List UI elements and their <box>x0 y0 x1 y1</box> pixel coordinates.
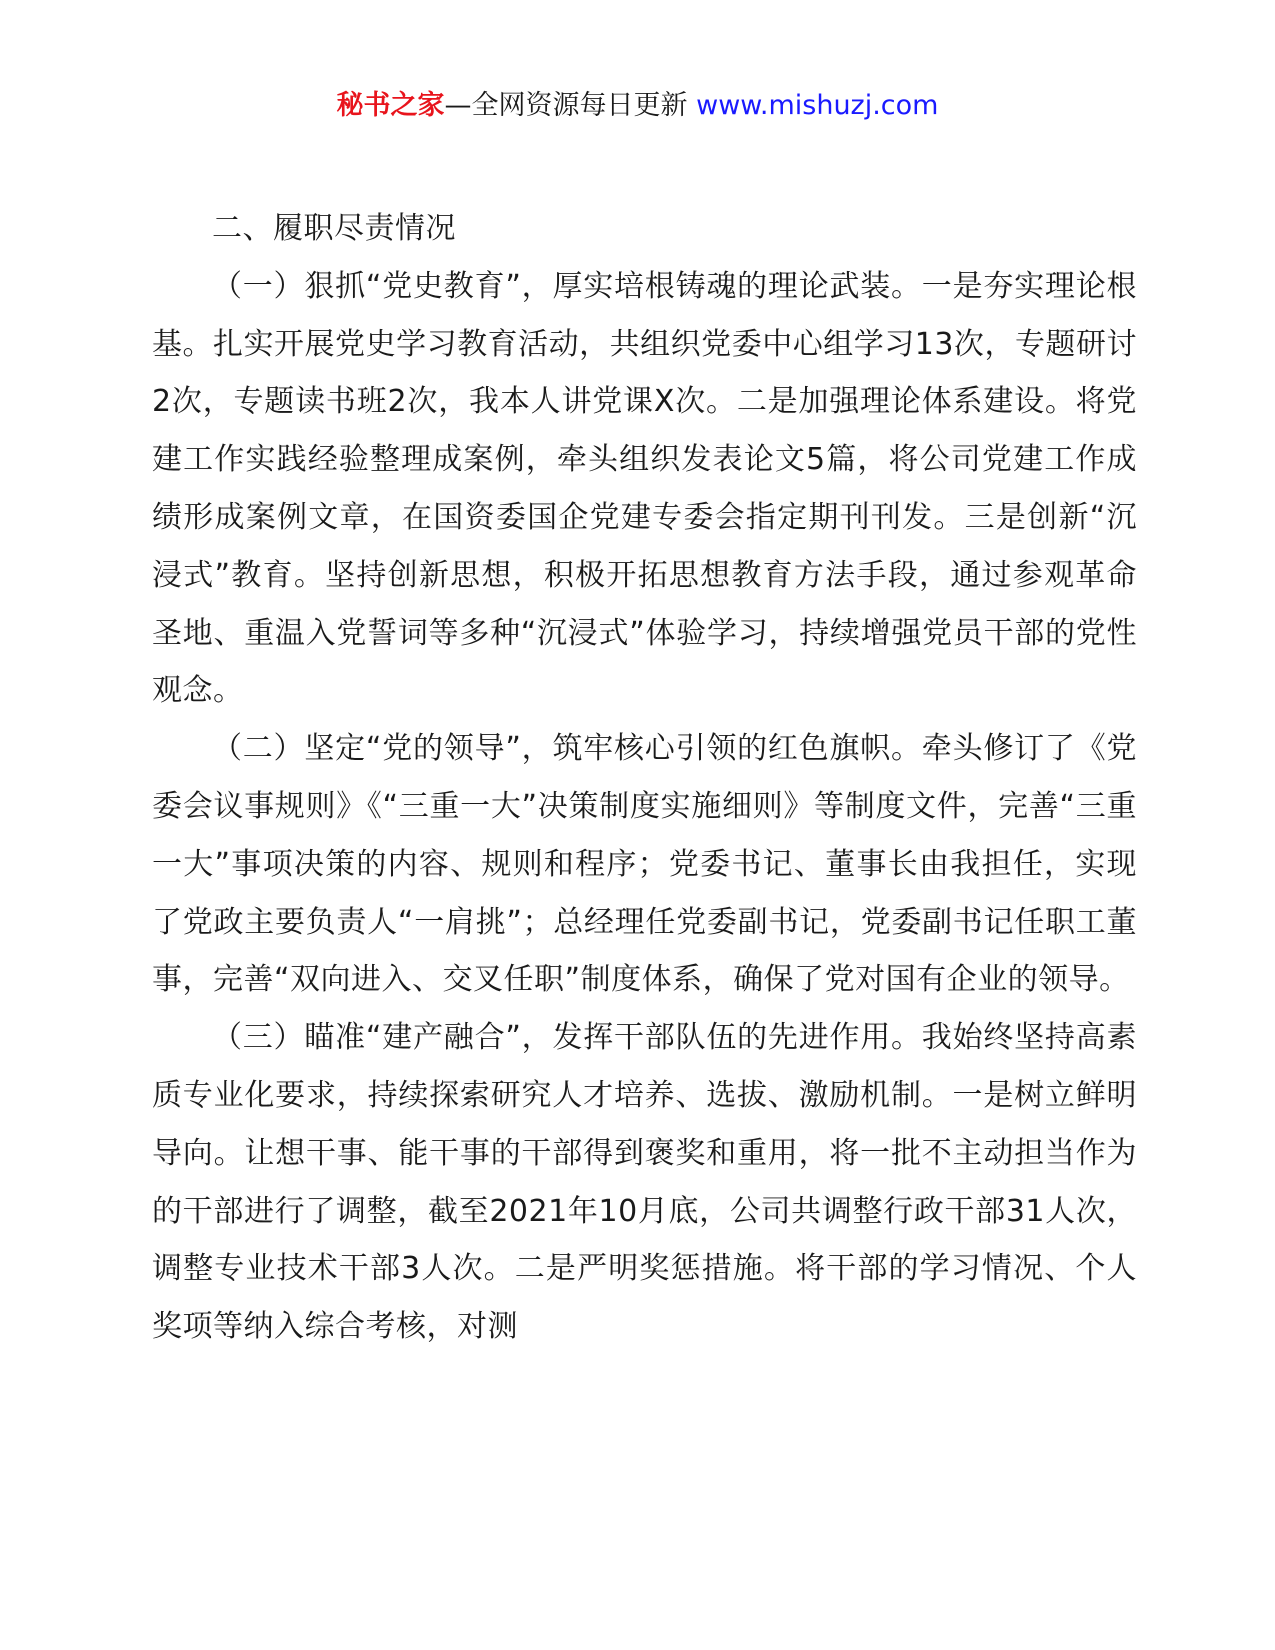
section-heading: 二、履职尽责情况 <box>212 211 456 246</box>
paragraph-party-leadership: （二）坚定“党的领导”，筑牢核心引领的红色旗帜。牵头修订了《党委会议事规则》《“三重一大”决策制度实施细则》等制度文件，完善“三重一大”事项决策的内容、规则和程序；党委书记、董事长由我担任，实现了党政主要负责人“一肩挑”；总经理任党委副书记，党委副书记任职工董事，完善“双向进入、交叉任职”制度体系，确保了党对国有企业的领导。 <box>152 731 1137 998</box>
site-header <box>0 86 1275 126</box>
site-brand: 秘书之家 <box>336 90 445 121</box>
paragraph-party-history-education: （一）狠抓“党史教育”，厚实培根铸魂的理论武装。一是夯实理论根基。扎实开展党史学习教育活动，共组织党委中心组学习13次，专题研讨2次，专题读书班2次，我本人讲党课X次。二是加强理论体系建设。将党建工作实践经验整理成案例，牵头组织发表论文5篇，将公司党建工作成绩形成案例文章，在国资委国企党建专委会指定期刊刊发。三是创新“沉浸式”教育。坚持创新思想，积极开拓思想教育方法手段，通过参观革命圣地、重温入党誓词等多种“沉浸式”体验学习，持续增强党员干部的党性观念。 <box>152 268 1137 709</box>
site-tagline: —全网资源每日更新 <box>444 90 697 121</box>
site-url-link[interactable]: www.mishuzj.com <box>696 90 939 121</box>
paragraph-cadre-team: （三）瞄准“建产融合”，发挥干部队伍的先进作用。我始终坚持高素质专业化要求，持续探索研究人才培养、选拔、激励机制。一是树立鲜明导向。让想干事、能干事的干部得到褒奖和重用，将一批不主动担当作为的干部进行了调整，截至2021年10月底，公司共调整行政干部31人次，调整专业技术干部3人次。二是严明奖惩措施。将干部的学习情况、个人奖项等纳入综合考核，对测 <box>152 1020 1137 1345</box>
document-body <box>152 200 1137 1356</box>
